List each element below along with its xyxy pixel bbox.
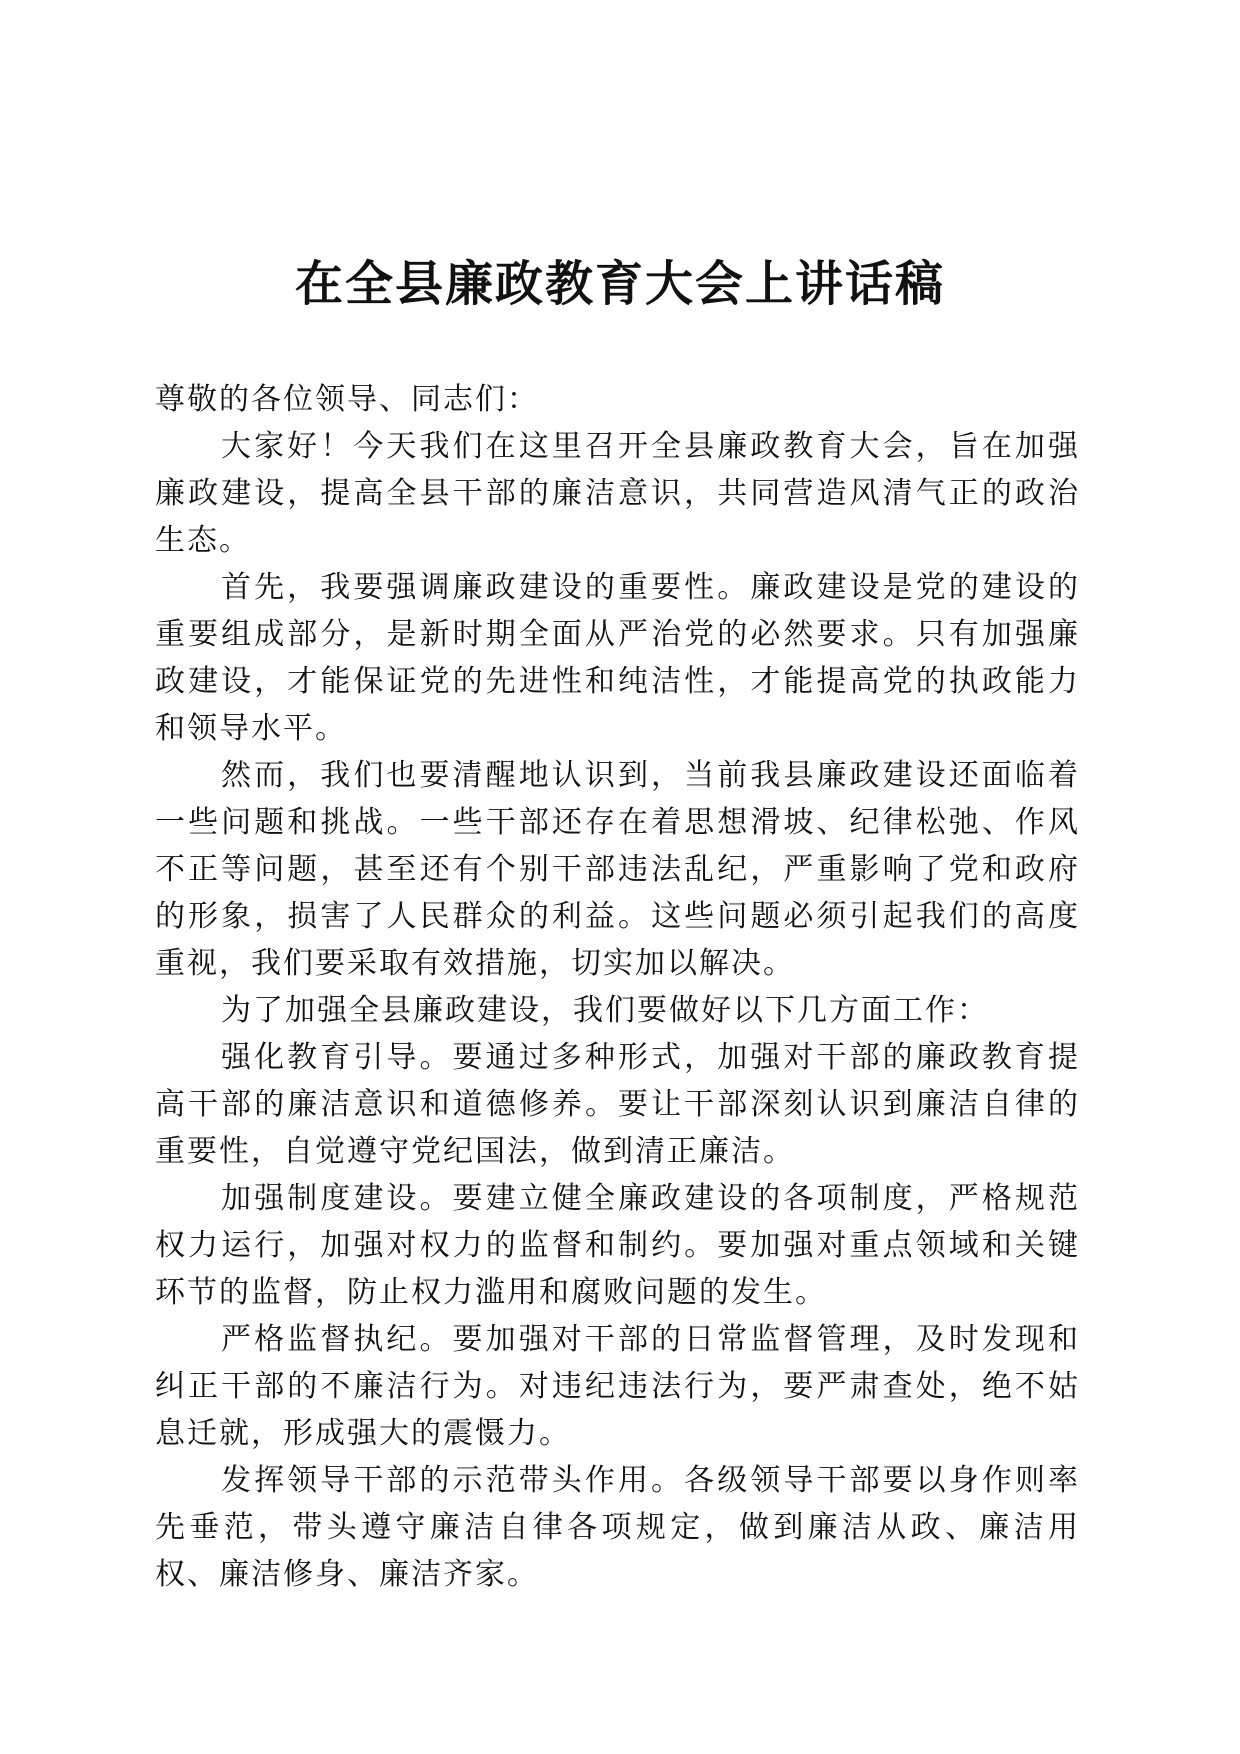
paragraph-education: 强化教育引导。要通过多种形式，加强对干部的廉政教育提高干部的廉洁意识和道德修养。要让干部深刻认识到廉洁自律的重要性，自觉遵守党纪国法，做到清正廉洁。 <box>155 1040 1080 1169</box>
paragraph-challenges: 然而，我们也要清醒地认识到，当前我县廉政建设还面临着一些问题和挑战。一些干部还存在着思想滑坡、纪律松弛、作风不正等问题，甚至还有个别干部违法乱纪，严重影响了党和政府的形象，损害了人民群众的利益。这些问题必须引起我们的高度重视，我们要采取有效措施，切实加以解决。 <box>155 758 1080 981</box>
paragraph-tasks-intro: 为了加强全县廉政建设，我们要做好以下几方面工作： <box>221 993 989 1028</box>
paragraph-leadership: 发挥领导干部的示范带头作用。各级领导干部要以身作则率先垂范，带头遵守廉洁自律各项规定，做到廉洁从政、廉洁用权、廉洁修身、廉洁齐家。 <box>155 1463 1080 1592</box>
paragraph-institutions: 加强制度建设。要建立健全廉政建设的各项制度，严格规范权力运行，加强对权力的监督和制约。要加强对重点领域和关键环节的监督，防止权力滥用和腐败问题的发生。 <box>155 1181 1080 1310</box>
paragraph-supervision: 严格监督执纪。要加强对干部的日常监督管理，及时发现和纠正干部的不廉洁行为。对违纪违法行为，要严肃查处，绝不姑息迁就，形成强大的震慑力。 <box>155 1322 1080 1451</box>
document-title: 在全县廉政教育大会上讲话稿 <box>294 256 945 312</box>
paragraph-greeting: 大家好！今天我们在这里召开全县廉政教育大会，旨在加强廉政建设，提高全县干部的廉洁意识，共同营造风清气正的政治生态。 <box>155 429 1080 558</box>
paragraph-importance: 首先，我要强调廉政建设的重要性。廉政建设是党的建设的重要组成部分，是新时期全面从严治党的必然要求。只有加强廉政建设，才能保证党的先进性和纯洁性，才能提高党的执政能力和领导水平。 <box>155 570 1080 746</box>
document-body <box>155 376 1080 1598</box>
salutation: 尊敬的各位领导、同志们： <box>155 382 539 417</box>
